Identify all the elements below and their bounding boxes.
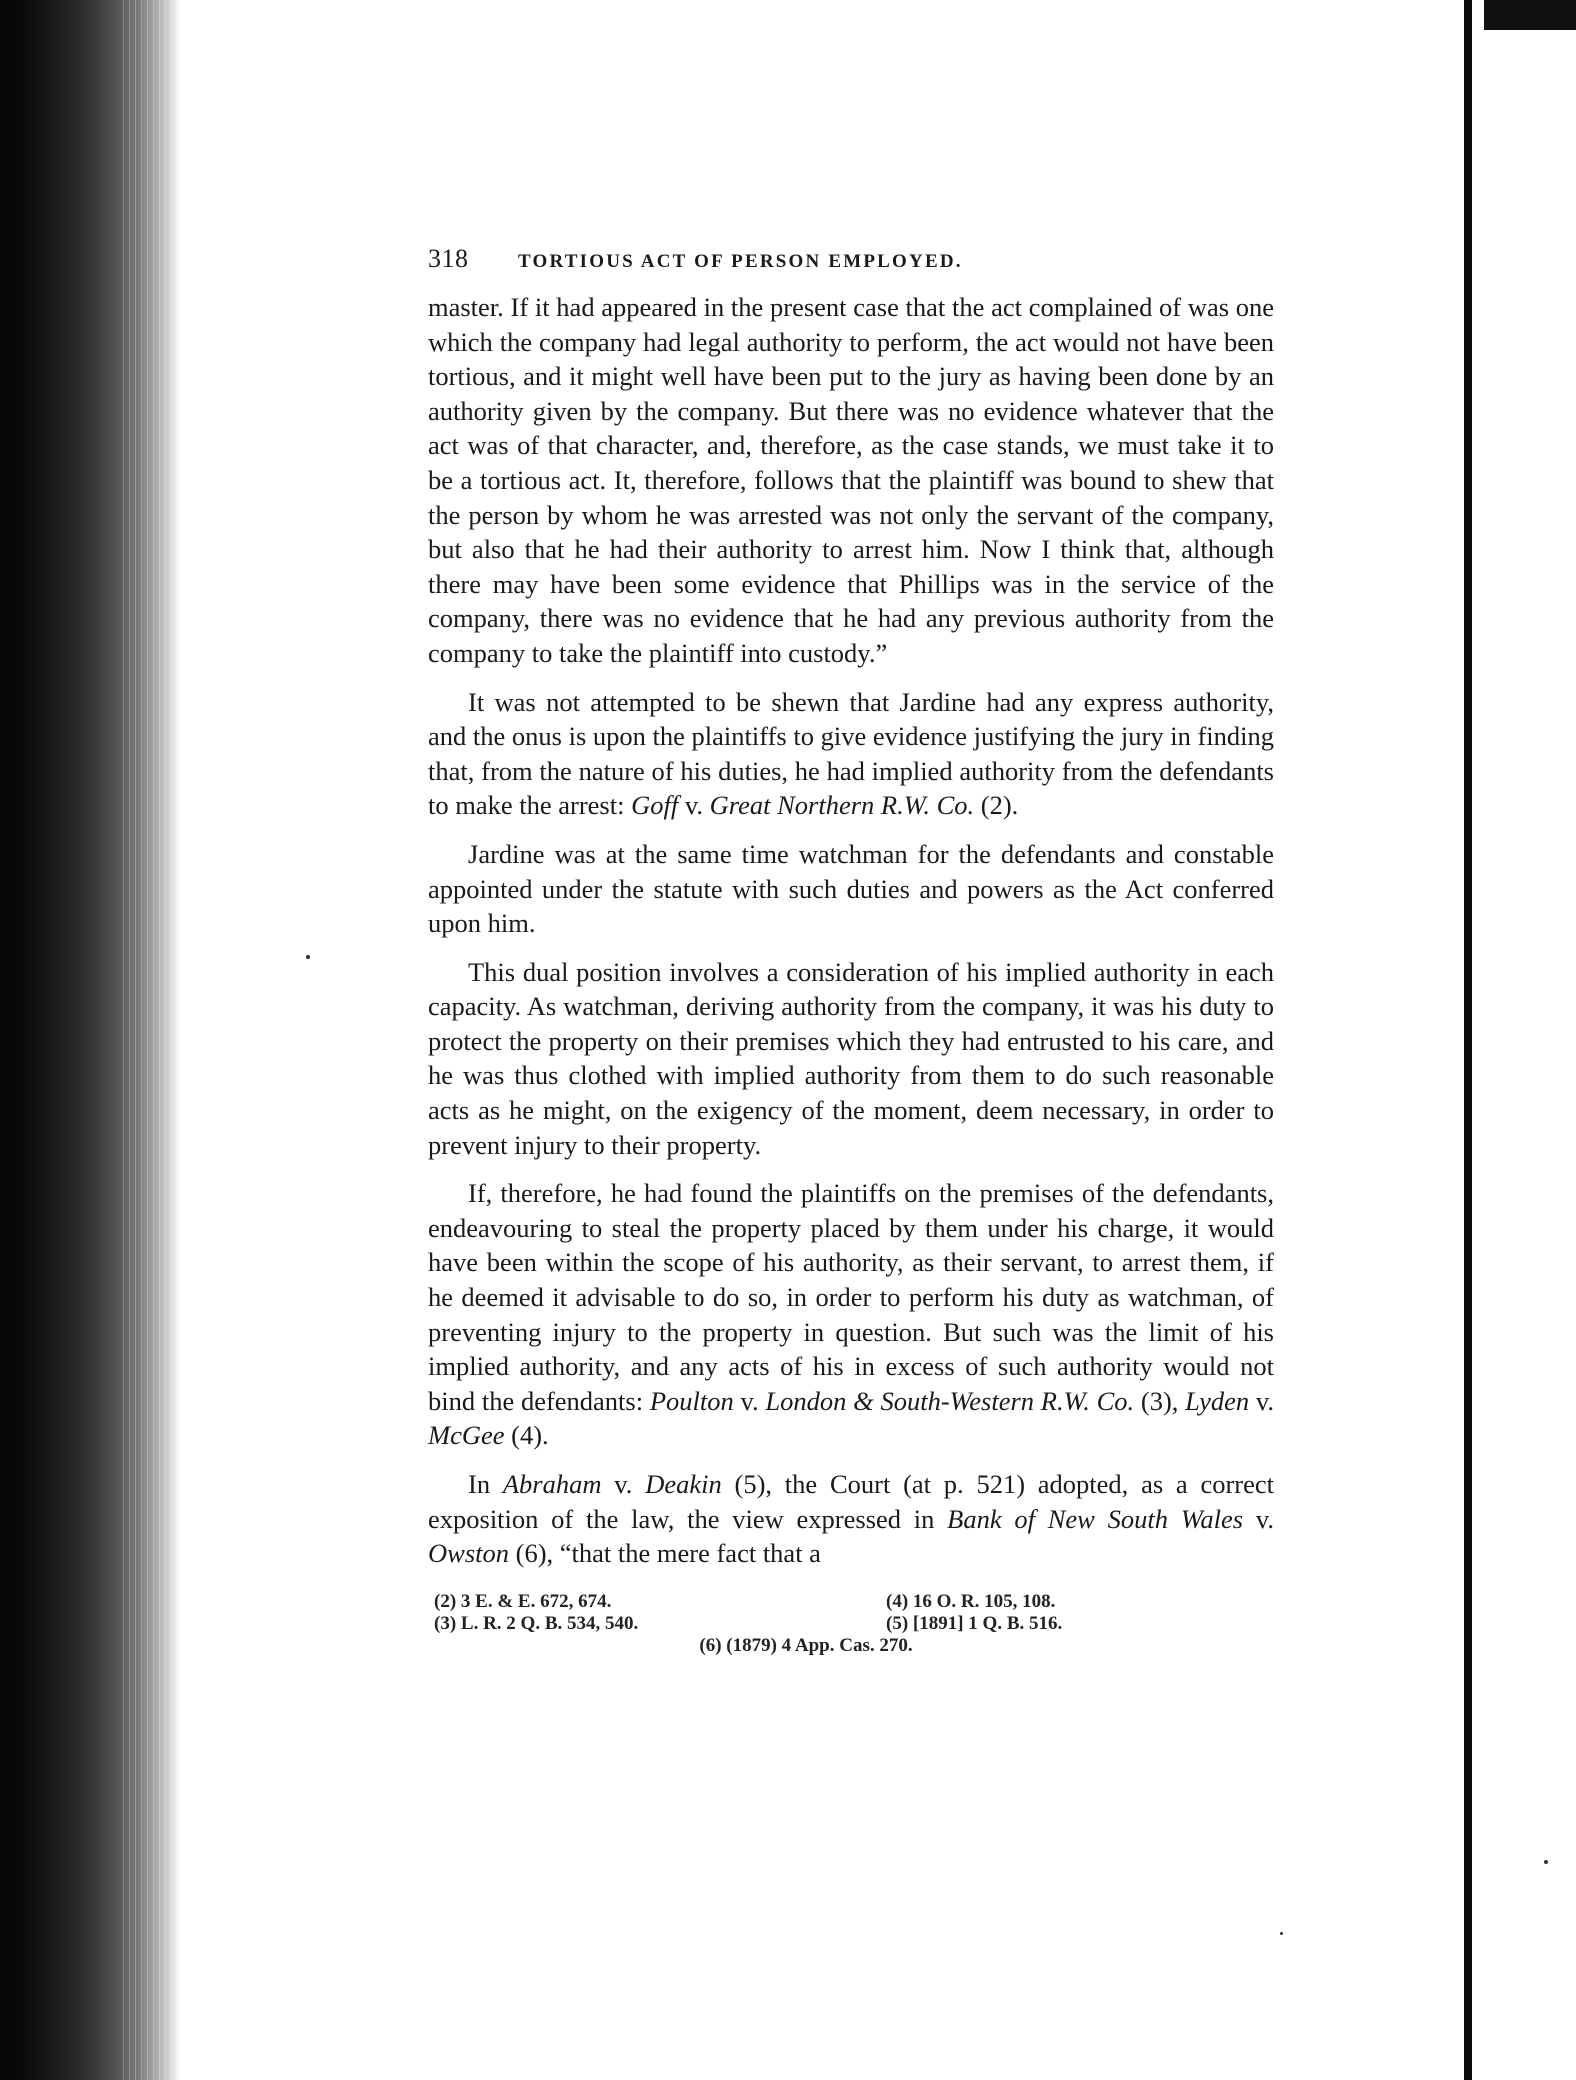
speck	[1544, 1860, 1548, 1864]
case-name: Goff	[631, 790, 679, 821]
facing-page-edge	[1484, 0, 1576, 30]
footnote: (6) (1879) 4 App. Cas. 270.	[699, 1634, 913, 1656]
page-edge-lines	[118, 0, 178, 2080]
speck	[1280, 1932, 1283, 1935]
paragraph: This dual position involves a consideration of his implied authority in each capacity. As watchman, deriving authority from the company, it was his duty to protect the property on their premises which they had entrusted to his care, and he was thus clothed with implied authority from them to do such reasonable acts as he might, on the exigency of the moment, deem necessary, in order to prevent injury to their property.	[428, 956, 1274, 1160]
paragraph: In Abraham v. Deakin (5), the Court (at p. 521) adopted, as a correct exposition of the law, the view expressed in Bank of New South Wales v. Owston (6), “that the mere fact that a	[428, 1469, 1275, 1569]
paragraph: master. If it had appeared in the present case that the act complained of was one which the company had legal authority to perform, the act would not have been tortious, and it might well have been put to the jury as having been done by an authority given by the company. But there was no evidence whatever that the act was of that character, and, therefore, as the case stands, we must take it to be a tortious act. It, therefore, follows that the plaintiff was bound to shew that the person by whom he was arrested was not only the servant of the company, but also that he had their authority to arrest him. Now I think that, although there may have been some evidence that Phillips was in the service of the company, there was no evidence that he had any previous authority from the company to take the plaintiff into custody.”	[428, 292, 1274, 668]
footnote: (2) 3 E. & E. 672, 674.	[434, 1590, 612, 1612]
case-name: Owston	[428, 1538, 509, 1569]
case-name: Great Northern R.W. Co.	[709, 790, 975, 821]
footnotes	[428, 1591, 1274, 1657]
running-title: TORTIOUS ACT OF PERSON EMPLOYED.	[518, 251, 963, 272]
book-page	[428, 244, 1274, 1657]
speck	[306, 955, 310, 959]
footnote: (4) 16 O. R. 105, 108.	[886, 1590, 1056, 1612]
case-name: Lyden	[1185, 1385, 1250, 1416]
running-head	[428, 244, 1274, 278]
case-name: Poulton	[649, 1385, 734, 1416]
case-name: Deakin	[645, 1469, 722, 1499]
footnote: (3) L. R. 2 Q. B. 534, 540.	[434, 1612, 639, 1634]
case-name: Abraham	[502, 1469, 602, 1499]
paragraph: If, therefore, he had found the plaintiffs on the premises of the defendants, endeavouring to steal the property placed by them under his charge, it would have been within the scope of his authority, as their servant, to arrest them, if he deemed it advisable to do so, in order to perform his duty as watchman, of preventing injury to the property in question. But such was the limit of his implied authority, and any acts of his in excess of such authority would not bind the defendants: Poulton v. London & South-Western R.W. Co. (3), Lyden v. McGee (4).	[428, 1178, 1275, 1451]
paragraph: It was not attempted to be shewn that Jardine had any express authority, and the onus is upon the plaintiffs to give evidence justifying the jury in finding that, from the nature of his duties, he had implied authority from the defendants to make the arrest: Goff v. Great Northern R.W. Co. (2).	[428, 686, 1274, 821]
page-number: 318	[428, 244, 469, 273]
right-page-edge	[1464, 0, 1472, 2080]
case-name: Bank of New South Wales	[947, 1503, 1244, 1534]
footnote: (5) [1891] 1 Q. B. 516.	[886, 1612, 1063, 1634]
case-name: McGee	[428, 1420, 505, 1451]
case-name: London & South-Western R.W. Co.	[765, 1385, 1135, 1416]
paragraph: Jardine was at the same time watchman for the defendants and constable appointed under the statute with such duties and powers as the Act conferred upon him.	[428, 838, 1274, 939]
